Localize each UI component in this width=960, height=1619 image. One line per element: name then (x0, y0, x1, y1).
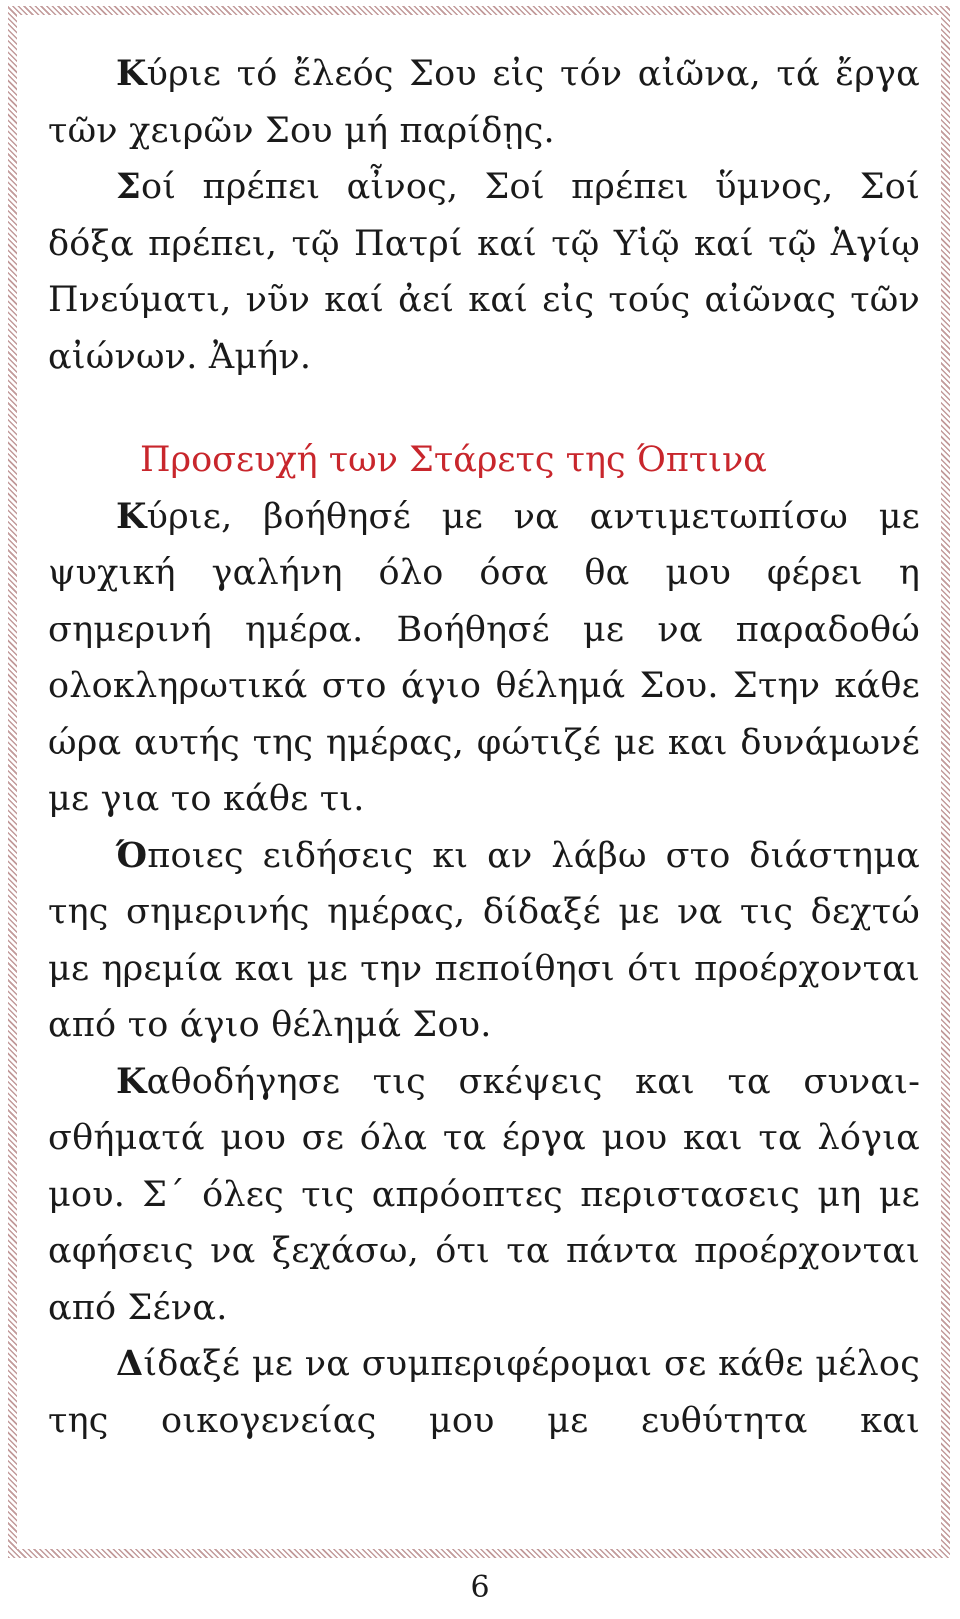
initial-letter: Ό (116, 834, 148, 876)
initial-letter: Κ (116, 495, 147, 537)
initial-letter: Σ (116, 166, 141, 207)
paragraph-text: αθοδήγησε τις σκέψεις και τα συναισθήματά μου σε όλα τα έργα μου και τα λόγια μου. Σ΄ όλες τις απρόοπτες περιστασεις μη με αφήσεις να ξεχάσω, ότι τα πάντα προέρχονται από Σένα. (48, 1061, 920, 1328)
paragraph-doxology (48, 159, 920, 385)
initial-letter: Δ (116, 1343, 144, 1384)
paragraph-mercy (48, 46, 920, 159)
page-number: 6 (470, 1570, 490, 1605)
paragraph-prayer-2 (48, 828, 920, 1054)
page-content (48, 46, 920, 1449)
paragraph-text: ίδαξέ με να συμπεριφέρομαι σε κάθε μέλος της οικογενείας μου με ευθύτητα και (48, 1344, 920, 1441)
paragraph-text: ποιες ειδήσεις κι αν λάβω στο διάστημα της σημερινής ημέρας, δίδαξέ με να τις δεχτώ με ηρεμία και με την πεποίθησι ότι προέρχονται από το άγιο θέλημά Σου. (48, 835, 920, 1045)
paragraph-prayer-3 (48, 1054, 920, 1337)
initial-letter: Κ (116, 1060, 147, 1102)
paragraph-prayer-1 (48, 489, 920, 828)
prayer-title: Προσευχή των Στάρετς της Όπτινα (140, 440, 767, 480)
paragraph-text: ύριε τό ἔλεός Σου εἰς τόν αἰῶνα, τά ἔργα τῶν χειρῶν Σου μή παρίδῃς. (48, 54, 920, 151)
paragraph-text: οί πρέπει αἶνος, Σοί πρέπει ὕμνος, Σοί δόξα πρέπει, τῷ Πατρί καί τῷ Υἱῷ καί τῷ Ἁγίῳ Πνεύματι, νῦν καί ἀεί καί εἰς τούς αἰῶνας τῶν αἰώνων. Ἀμήν. (48, 167, 920, 377)
paragraph-prayer-4 (48, 1336, 920, 1449)
initial-letter: Κ (116, 53, 147, 94)
paragraph-text: ύριε, βοήθησέ με να αντιμετωπίσω με ψυχική γαλήνη όλο όσα θα μου φέρει η σημερινή ημέρα. Βοήθησέ με να παραδοθώ ολοκληρωτικά στο άγιο θέλημά Σου. Στην κάθε ώρα αυτής της ημέρας, φώτιζέ με και δυνάμωνέ με για το κάθε τι. (48, 496, 920, 819)
